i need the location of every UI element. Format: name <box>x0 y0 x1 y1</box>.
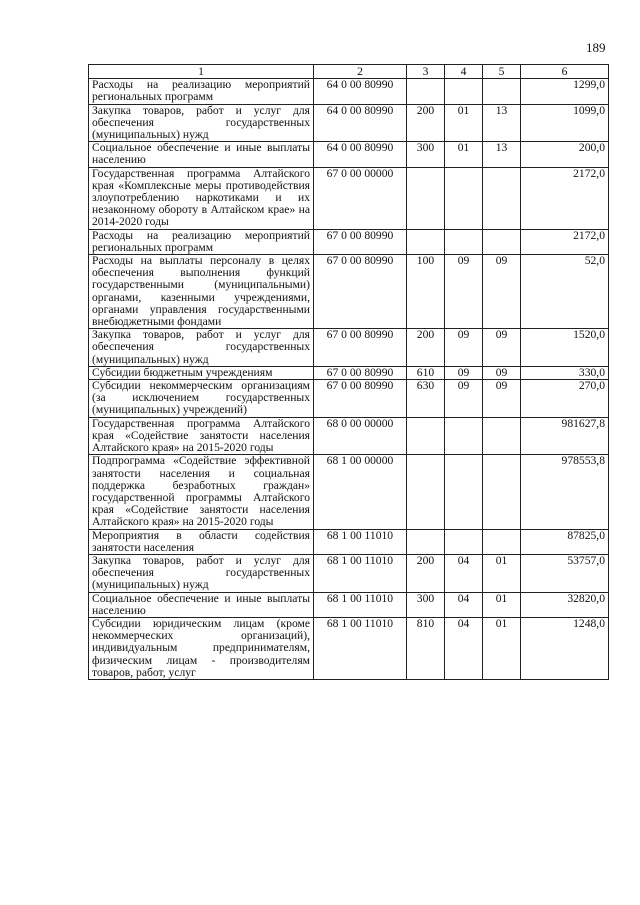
table-row <box>89 592 609 617</box>
column-header: 2 <box>314 65 407 79</box>
row-name-cell: Государственная программа Алтайского края «Комплексные меры противодействия злоупотреблению наркотиками и их незаконному обороту в Алтайском крае» на 2014-2020 годы <box>89 167 314 229</box>
row-amount-cell: 270,0 <box>521 380 609 418</box>
row-col3-cell <box>407 229 445 254</box>
row-name-cell: Субсидии некоммерческим организациям (за исключением государственных (муниципальных) учреждений) <box>89 380 314 418</box>
row-col3-cell: 100 <box>407 255 445 329</box>
row-code-cell: 64 0 00 80990 <box>314 142 407 167</box>
table-row <box>89 255 609 329</box>
table-row <box>89 167 609 229</box>
row-col4-cell <box>445 167 483 229</box>
row-name-cell: Расходы на реализацию мероприятий региональных программ <box>89 79 314 104</box>
row-amount-cell: 53757,0 <box>521 554 609 592</box>
row-col5-cell <box>483 529 521 554</box>
row-amount-cell: 2172,0 <box>521 229 609 254</box>
row-amount-cell: 1299,0 <box>521 79 609 104</box>
row-code-cell: 68 1 00 11010 <box>314 617 407 679</box>
column-header: 1 <box>89 65 314 79</box>
row-col3-cell: 200 <box>407 329 445 367</box>
table-row <box>89 529 609 554</box>
row-col3-cell: 300 <box>407 142 445 167</box>
header-row <box>89 65 609 79</box>
row-name-cell: Мероприятия в области содействия занятости населения <box>89 529 314 554</box>
row-col3-cell: 630 <box>407 380 445 418</box>
row-code-cell: 64 0 00 80990 <box>314 104 407 142</box>
row-col4-cell <box>445 417 483 455</box>
row-col4-cell: 04 <box>445 554 483 592</box>
row-col5-cell <box>483 417 521 455</box>
table-row <box>89 229 609 254</box>
column-header: 4 <box>445 65 483 79</box>
row-amount-cell: 2172,0 <box>521 167 609 229</box>
row-col3-cell: 300 <box>407 592 445 617</box>
row-col5-cell: 01 <box>483 617 521 679</box>
row-col5-cell <box>483 455 521 529</box>
page-number: 189 <box>586 40 606 55</box>
row-code-cell: 67 0 00 00000 <box>314 167 407 229</box>
row-amount-cell: 1520,0 <box>521 329 609 367</box>
row-code-cell: 67 0 00 80990 <box>314 380 407 418</box>
row-name-cell: Закупка товаров, работ и услуг для обеспечения государственных (муниципальных) нужд <box>89 329 314 367</box>
row-amount-cell: 1099,0 <box>521 104 609 142</box>
row-col4-cell: 04 <box>445 592 483 617</box>
table-row <box>89 142 609 167</box>
row-col4-cell: 04 <box>445 617 483 679</box>
row-col4-cell: 09 <box>445 255 483 329</box>
row-col3-cell <box>407 529 445 554</box>
row-code-cell: 64 0 00 80990 <box>314 79 407 104</box>
row-col3-cell <box>407 455 445 529</box>
table-row <box>89 329 609 367</box>
table-row <box>89 417 609 455</box>
row-col4-cell <box>445 229 483 254</box>
row-col4-cell: 01 <box>445 142 483 167</box>
row-code-cell: 68 1 00 11010 <box>314 554 407 592</box>
table-row <box>89 380 609 418</box>
row-col4-cell: 09 <box>445 329 483 367</box>
row-col3-cell <box>407 167 445 229</box>
table-row <box>89 79 609 104</box>
row-amount-cell: 52,0 <box>521 255 609 329</box>
row-amount-cell: 1248,0 <box>521 617 609 679</box>
row-name-cell: Социальное обеспечение и иные выплаты населению <box>89 142 314 167</box>
row-name-cell: Закупка товаров, работ и услуг для обеспечения государственных (муниципальных) нужд <box>89 104 314 142</box>
row-col4-cell: 01 <box>445 104 483 142</box>
row-name-cell: Расходы на выплаты персоналу в целях обеспечения выполнения функций государственными (муниципальными) органами, казенными учреждениями, органами управления государственными внебюджетными фондами <box>89 255 314 329</box>
row-col5-cell: 01 <box>483 554 521 592</box>
row-amount-cell: 330,0 <box>521 366 609 379</box>
row-code-cell: 67 0 00 80990 <box>314 255 407 329</box>
row-col3-cell: 200 <box>407 554 445 592</box>
row-code-cell: 67 0 00 80990 <box>314 229 407 254</box>
row-col5-cell <box>483 79 521 104</box>
row-amount-cell: 32820,0 <box>521 592 609 617</box>
column-header: 3 <box>407 65 445 79</box>
row-col5-cell: 01 <box>483 592 521 617</box>
column-header: 5 <box>483 65 521 79</box>
row-col5-cell: 09 <box>483 366 521 379</box>
row-code-cell: 68 1 00 00000 <box>314 455 407 529</box>
table-row <box>89 554 609 592</box>
row-col4-cell <box>445 79 483 104</box>
row-col5-cell: 09 <box>483 380 521 418</box>
row-name-cell: Субсидии юридическим лицам (кроме некоммерческих организаций), индивидуальным предпринимателям, физическим лицам - производителям товаров, работ, услуг <box>89 617 314 679</box>
row-col4-cell <box>445 529 483 554</box>
row-name-cell: Расходы на реализацию мероприятий региональных программ <box>89 229 314 254</box>
row-col3-cell <box>407 79 445 104</box>
row-amount-cell: 981627,8 <box>521 417 609 455</box>
row-code-cell: 67 0 00 80990 <box>314 329 407 367</box>
budget-table <box>88 64 609 680</box>
row-name-cell: Социальное обеспечение и иные выплаты населению <box>89 592 314 617</box>
row-code-cell: 68 1 00 11010 <box>314 592 407 617</box>
row-amount-cell: 87825,0 <box>521 529 609 554</box>
table-row <box>89 455 609 529</box>
row-amount-cell: 978553,8 <box>521 455 609 529</box>
row-name-cell: Закупка товаров, работ и услуг для обеспечения государственных (муниципальных) нужд <box>89 554 314 592</box>
row-amount-cell: 200,0 <box>521 142 609 167</box>
row-col4-cell: 09 <box>445 366 483 379</box>
row-col3-cell <box>407 417 445 455</box>
row-col4-cell: 09 <box>445 380 483 418</box>
row-col3-cell: 610 <box>407 366 445 379</box>
row-col5-cell: 13 <box>483 142 521 167</box>
row-name-cell: Государственная программа Алтайского края «Содействие занятости населения Алтайского края» на 2015-2020 годы <box>89 417 314 455</box>
row-col4-cell <box>445 455 483 529</box>
table-row <box>89 104 609 142</box>
row-col5-cell <box>483 229 521 254</box>
table-row <box>89 617 609 679</box>
row-col5-cell: 09 <box>483 329 521 367</box>
row-name-cell: Подпрограмма «Содействие эффективной занятости населения и социальная поддержка безработных граждан» государственной программы Алтайского края «Содействие занятости населения Алтайского края» на 2015-2020 годы <box>89 455 314 529</box>
row-code-cell: 68 0 00 00000 <box>314 417 407 455</box>
column-header: 6 <box>521 65 609 79</box>
row-code-cell: 68 1 00 11010 <box>314 529 407 554</box>
row-col3-cell: 200 <box>407 104 445 142</box>
row-col5-cell <box>483 167 521 229</box>
row-col5-cell: 09 <box>483 255 521 329</box>
row-col5-cell: 13 <box>483 104 521 142</box>
row-col3-cell: 810 <box>407 617 445 679</box>
row-code-cell: 67 0 00 80990 <box>314 366 407 379</box>
table-row <box>89 366 609 379</box>
row-name-cell: Субсидии бюджетным учреждениям <box>89 366 314 379</box>
